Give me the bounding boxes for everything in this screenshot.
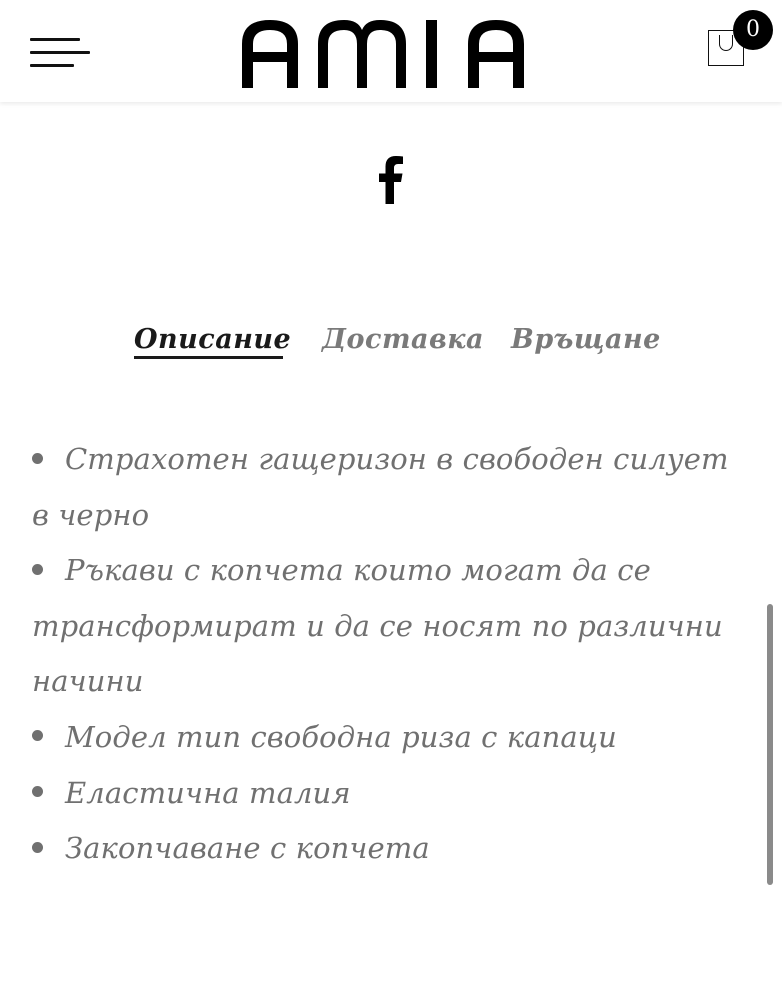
bullet-icon: [32, 842, 43, 853]
active-tab-underline: [134, 356, 283, 359]
description-text: Еластична талия: [65, 775, 351, 810]
page-scrollbar[interactable]: [767, 604, 773, 885]
tab-returns[interactable]: Връщане: [511, 324, 661, 355]
description-text: Закопчаване с копчета: [65, 831, 430, 866]
shopping-bag-handle: [719, 35, 733, 51]
description-line: [32, 432, 732, 488]
site-header: [0, 0, 782, 102]
bullet-icon: [32, 730, 43, 741]
description-line: [32, 488, 732, 544]
product-description: [32, 432, 732, 877]
amia-logo[interactable]: [240, 16, 542, 88]
description-line: [32, 654, 732, 710]
description-text: трансформират и да се носят по различни: [32, 608, 723, 643]
bullet-icon: [32, 453, 43, 464]
description-text: в черно: [32, 497, 150, 532]
description-line: [32, 543, 732, 599]
menu-line: [30, 38, 80, 41]
description-text: Ръкави с копчета които могат да се: [65, 553, 651, 588]
cart-count-badge: 0: [733, 10, 773, 50]
menu-line: [30, 51, 90, 54]
menu-line: [30, 64, 74, 67]
bullet-icon: [32, 564, 43, 575]
bullet-icon: [32, 786, 43, 797]
description-line: [32, 710, 732, 766]
tab-delivery[interactable]: Доставка: [322, 324, 485, 355]
facebook-f-icon[interactable]: [370, 152, 412, 204]
description-line: [32, 821, 732, 877]
hamburger-menu-button[interactable]: [30, 38, 90, 72]
product-info-tabs: [0, 318, 782, 368]
description-line: [32, 766, 732, 822]
description-text: начини: [32, 664, 144, 699]
description-text: Страхотен гащеризон в свободен силует: [65, 442, 729, 476]
description-line: [32, 599, 732, 655]
description-text: Модел тип свободна риза с капаци: [65, 719, 617, 754]
tab-description[interactable]: Описание: [134, 324, 292, 355]
